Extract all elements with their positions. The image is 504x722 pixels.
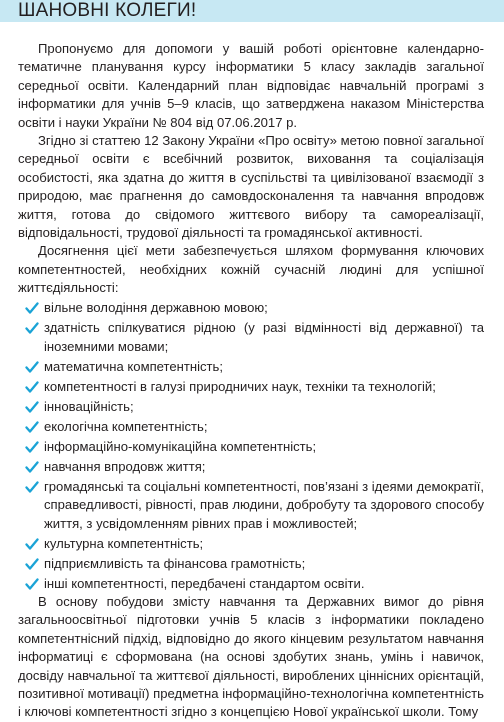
competency-item: [18, 418, 484, 436]
page-heading: ШАНОВНІ КОЛЕГИ!: [18, 0, 197, 21]
competency-item: [18, 319, 484, 356]
law-paragraph: Згідно зі статтею 12 Закону України «Про освіту» метою повної загальної середньої освіти є всебічний розвиток, виховання та соціалізація особистості, яка здатна до життя в суспільстві та цивілізованої взаємодії з природою, має прагнення до самовдосконалення та навчання впродовж життя, готова до свідомого життєвого вибору та самореалізації, відповідальності, трудової діяльності та громадянської активності.: [18, 133, 484, 241]
competency-item: [18, 378, 484, 396]
competency-item: [18, 299, 484, 317]
competency-text: інші компетентності, передбачені стандартом освіти.: [44, 575, 365, 591]
competencies-list: [18, 299, 484, 593]
check-mark-icon: [25, 380, 39, 394]
competency-item: [18, 555, 484, 573]
competency-text: інформаційно-комунікаційна компетентність;: [44, 438, 317, 454]
competency-text: громадянські та соціальні компетентності, пов’язані з ідеями демократії, справедливості, рівності, прав людини, добробуту та здорового способу життя, з усвідомленням рівних прав і можливостей;: [44, 478, 484, 531]
check-mark-icon: [25, 557, 39, 571]
competency-text: екологічна компетентність;: [44, 418, 208, 434]
competency-item: [18, 535, 484, 553]
competency-item: [18, 438, 484, 456]
competencies-intro-paragraph: Досягнення цієї мети забезпечується шляхом формування ключових компетентностей, необхідних кожній сучасній людині для успішної життєдіяльності:: [18, 243, 484, 296]
check-mark-icon: [25, 537, 39, 551]
check-mark-icon: [25, 360, 39, 374]
intro-paragraph: Пропонуємо для допомоги у вашій роботі орієнтовне календарно-тематичне планування курсу інформатики 5 класу закладів загальної середньої освіти. Календарний план відповідає навчальній програмі з інформатики для учнів 5–9 класів, що затверджена наказом Міністерства освіти і науки України № 804 від 07.06.2017 р.: [18, 41, 484, 130]
competency-text: інноваційність;: [44, 398, 134, 414]
competency-item: [18, 458, 484, 476]
check-mark-icon: [25, 577, 39, 591]
competency-text: підприємливість та фінансова грамотність;: [44, 555, 306, 571]
competency-item: [18, 575, 484, 593]
competency-item: [18, 478, 484, 533]
competency-text: навчання впродовж життя;: [44, 458, 206, 474]
check-mark-icon: [25, 420, 39, 434]
competency-text: компетентності в галузі природничих наук, техніки та технологій;: [44, 378, 436, 394]
check-mark-icon: [25, 440, 39, 454]
check-mark-icon: [25, 400, 39, 414]
check-mark-icon: [25, 460, 39, 474]
competency-item: [18, 358, 484, 376]
article-body: [18, 40, 484, 722]
competency-text: здатність спілкуватися рідною (у разі відмінності від державної) та іноземними мовами;: [44, 320, 484, 354]
closing-paragraph: В основу побудови змісту навчання та Державних вимог до рівня загальноосвітньої підготовки учнів 5 класів з інформатики покладено компетентнісний підхід, відповідно до якого кінцевим результатом навчання інформатиці є сформована (на основі здобутих знань, умінь і навичок, досвіду навчальної та життєвої діяльності, вироблених ціннісних орієнтацій, позитивної мотивації) предметна інформаційно-технологічна компетентність і ключові компетентності згідно з концепцією Нової української школи. Тому: [18, 593, 484, 720]
check-mark-icon: [25, 301, 39, 315]
check-mark-icon: [25, 321, 39, 335]
competency-text: математична компетентність;: [44, 358, 224, 374]
competency-text: вільне володіння державною мовою;: [44, 300, 268, 316]
competency-item: [18, 398, 484, 416]
check-mark-icon: [25, 480, 39, 494]
competency-text: культурна компетентність;: [44, 535, 204, 551]
